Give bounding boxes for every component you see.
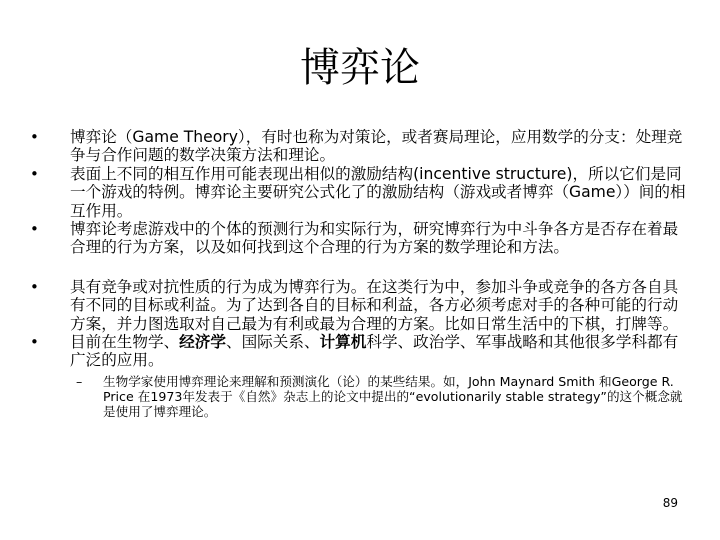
sub-bullet-dash-icon: – bbox=[76, 373, 83, 389]
bullet-dot-icon: • bbox=[30, 277, 39, 296]
bullet-text-bold-computer: 计算机 bbox=[319, 333, 367, 352]
bullet-text: 博弈论（Game Theory），有时也称为对策论，或者赛局理论，应用数学的分支：处理竞争与合作问题的数学决策方法和理论。 bbox=[70, 128, 683, 165]
bullet-text: 表面上不同的相互作用可能表现出相似的激励结构(incentive structure)，所以它们是同一个游戏的特例。博弈论主要研究公式化了的激励结构（游戏或者博弈（Game））间的相互作用。 bbox=[70, 164, 686, 220]
bullet-dot-icon: • bbox=[30, 220, 39, 239]
bullet-text-bold-economics: 经济学 bbox=[179, 333, 226, 352]
bullet-item bbox=[28, 128, 688, 165]
slide-title: 博弈论 bbox=[300, 45, 420, 91]
page-number: 89 bbox=[662, 496, 678, 510]
bullet-text: 具有竞争或对抗性质的行为成为博弈行为。在这类行为中，参加斗争或竞争的各方各自具有不同的目标或利益。为了达到各自的目标和利益，各方必须考虑对手的各种可能的行动方案，并力图选取对自己最为有利或最为合理的方案。比如日常生活中的下棋，打牌等。 bbox=[70, 277, 679, 333]
bullet-dot-icon: • bbox=[30, 164, 39, 183]
bullet-text-segment: 、国际关系、 bbox=[225, 333, 320, 352]
bullet-text-segment: 科学、政治学、军事战略和其他很多学科都有广泛的应用。 bbox=[70, 333, 679, 370]
bullet-text-segment: 目前在生物学、 bbox=[70, 333, 180, 352]
bullet-dot-icon: • bbox=[30, 128, 39, 146]
bullet-list bbox=[28, 128, 688, 419]
bullet-item bbox=[28, 220, 688, 257]
sub-bullet-text: 生物学家使用博弈理论来理解和预测演化（论）的某些结果。如，John Maynard Smith 和George R. Price 在1973年发表于《自然》杂志上的论文中提出的“evolutionarily stable strategy”的这个概念就是使用了博弈理论。 bbox=[103, 373, 683, 419]
bullet-item bbox=[28, 165, 688, 220]
spacer bbox=[28, 257, 688, 278]
bullet-item bbox=[28, 278, 688, 333]
bullet-text: 博弈论考虑游戏中的个体的预测行为和实际行为，研究博弈行为中斗争各方是否存在着最合理的行为方案，以及如何找到这个合理的行为方案的数学理论和方法。 bbox=[70, 220, 679, 257]
sub-bullet-item bbox=[28, 374, 688, 419]
bullet-item bbox=[28, 333, 688, 370]
bullet-dot-icon: • bbox=[30, 333, 39, 352]
